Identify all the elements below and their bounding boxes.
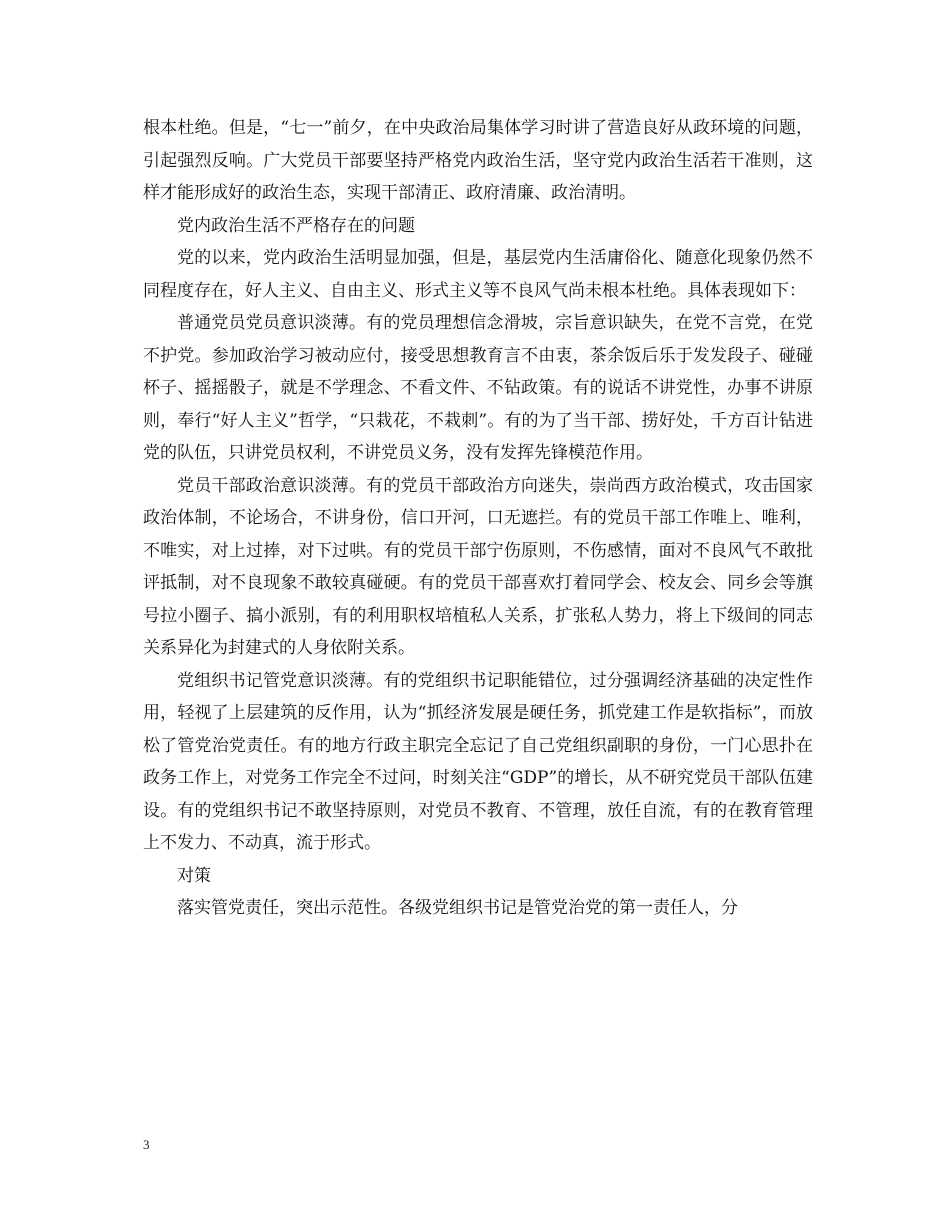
- paragraph: 党员干部政治意识淡薄。有的党员干部政治方向迷失，崇尚西方政治模式，攻击国家政治体制，不论场合，不讲身份，信口开河，口无遮拦。有的党员干部工作唯上、唯利，不唯实，对上过捧，对下过哄。有的党员干部宁伤原则，不伤感情，面对不良风气不敢批评抵制，对不良现象不敢较真碰硬。有的党员干部喜欢打着同学会、校友会、同乡会等旗号拉小圈子、搞小派别，有的利用职权培植私人关系，扩张私人势力，将上下级间的同志关系异化为封建式的人身依附关系。: [143, 475, 813, 658]
- paragraph: 党组织书记管党意识淡薄。有的党组织书记职能错位，过分强调经济基础的决定性作用，轻视了上层建筑的反作用，认为“抓经济发展是硬任务，抓党建工作是软指标”，而放松了管党治党责任。有的地方行政主职完全忘记了自己党组织副职的身份，一门心思扑在政务工作上，对党务工作完全不过问，时刻关注“GDP”的增长，从不研究党员干部队伍建设。有的党组织书记不敢坚持原则，对党员不教育、不管理，放任自流，有的在教育管理上不发力、不动真，流于形式。: [143, 670, 813, 853]
- document-body: [143, 112, 813, 925]
- paragraph: 落实管党责任，突出示范性。各级党组织书记是管党治党的第一责任人，分: [177, 898, 738, 918]
- paragraph: 普通党员党员意识淡薄。有的党员理想信念滑坡，宗旨意识缺失，在党不言党，在党不护党。参加政治学习被动应付，接受思想教育言不由衷，茶余饭后乐于发发段子、碰碰杯子、摇摇骰子，就是不学理念、不看文件、不钻政策。有的说话不讲党性，办事不讲原则，奉行“好人主义”哲学，“只栽花，不栽刺”。有的为了当干部、捞好处，千方百计钻进党的队伍，只讲党员权利，不讲党员义务，没有发挥先锋模范作用。: [143, 313, 813, 463]
- section-heading-countermeasures: 对策: [177, 865, 211, 886]
- paragraph: 根本杜绝。但是，“七一”前夕，在中央政治局集体学习时讲了营造良好从政环境的问题，引起强烈反响。广大党员干部要坚持严格党内政治生活，坚守党内政治生活若干准则，这样才能形成好的政治生态，实现干部清正、政府清廉、政治清明。: [143, 118, 813, 203]
- paragraph: 党的以来，党内政治生活明显加强，但是，基层党内生活庸俗化、随意化现象仍然不同程度存在，好人主义、自由主义、形式主义等不良风气尚未根本杜绝。具体表现如下：: [143, 248, 813, 301]
- section-heading-problems: 党内政治生活不严格存在的问题: [177, 215, 415, 236]
- page-number: 3: [143, 1137, 150, 1152]
